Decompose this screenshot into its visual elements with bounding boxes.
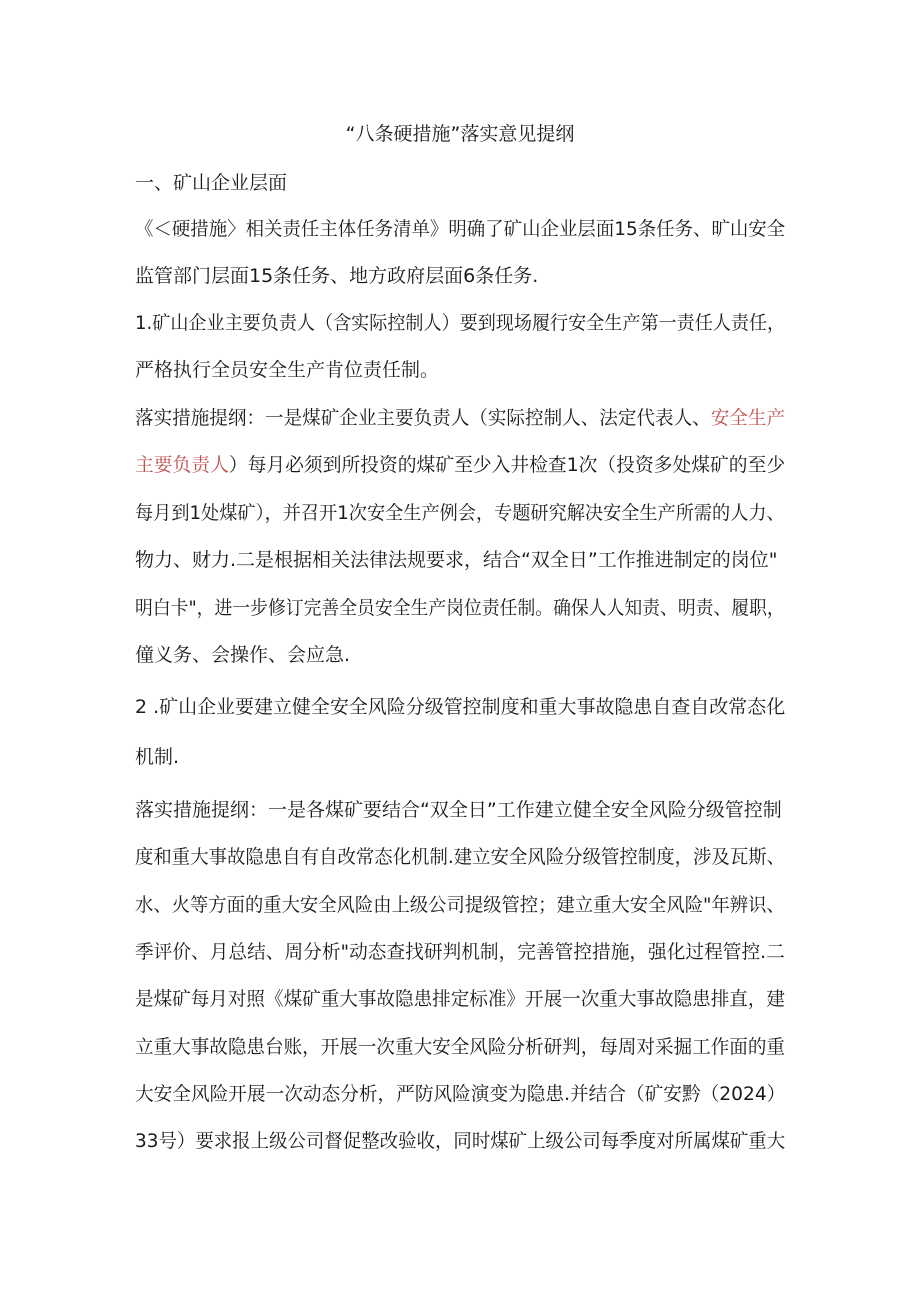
paragraph-line: 季评价、月总结、周分析"动态查找研判机制，完善管控措施，强化过程管控.二 [135,941,785,963]
paragraph-line: 水、火等方面的重大安全风险由上级公司提级管控；建立重大安全风险"年辨识、 [135,894,785,916]
paragraph-line: 监管部门层面15条任务、地方政府层面6条任务. [135,265,539,287]
measure-text: 落实措施提纲：一是煤矿企业主要负责人（实际控制人、法定代表人、 [135,407,711,429]
section-heading: 一、矿山企业层面 [135,172,288,194]
paragraph-line: 落实措施提纲：一是各煤矿要结合“双全日”工作建立健全安全风险分级管控制 [135,799,782,821]
paragraph-line: 度和重大事故隐患自有自改常态化机制.建立安全风险分级管控制度，涉及瓦斯、 [135,846,786,868]
paragraph-line: 每月到1处煤矿），并召开1次安全生产例会，专题研究解决安全生产所需的人力、 [135,502,785,524]
paragraph-line [135,450,785,480]
paragraph-line: 《＜硬措施〉相关责任主体任务清单》明确了矿山企业层面15条任务、旷山安全 [135,218,786,240]
item-heading-line: 2 .矿山企业要建立健全安全风险分级管控制度和重大事故隐患自查自改常态化 [135,696,786,718]
paragraph-line [135,403,785,433]
document-title: “八条硬措施”落实意见提纲 [345,123,575,145]
paragraph-line: 立重大事故隐患台账，开展一次重大安全风险分析研判，每周对采掘工作面的重 [135,1036,786,1058]
paragraph-line: 大安全风险开展一次动态分析，严防风险演变为隐患.并结合（矿安黔（2024） [135,1083,786,1105]
paragraph-line: 33号）要求报上级公司督促整改验收，同时煤矿上级公司每季度对所属煤矿重大 [135,1130,786,1152]
item-heading-line: 严格执行全员安全生产肯位责任制。 [135,359,440,381]
item-heading-line: 1.矿山企业主要负责人（含实际控制人）要到现场履行安全生产第一责任人责任， [135,312,786,334]
highlighted-text: 主要负责人 [135,454,229,476]
paragraph-line: 是煤矿每月对照《煤矿重大事故隐患排定标准》开展一次重大事故隐患排直，建 [135,988,786,1010]
item-heading-line: 机制. [135,746,180,768]
paragraph-line: 僮义务、会操作、会应急. [135,644,351,666]
highlighted-text: 安全生产 [710,407,786,429]
paragraph-line: 明白卡"，进一步修订完善全员安全生产岗位责任制。确保人人知责、明责、履职， [135,597,785,619]
paragraph-line: 物力、财力.二是根据相关法律法规要求，结合“双全日”工作推进制定的岗位" [135,549,778,571]
measure-text: ）每月必须到所投资的煤矿至少入井检查1次（投资多处煤矿的至少 [228,454,786,476]
